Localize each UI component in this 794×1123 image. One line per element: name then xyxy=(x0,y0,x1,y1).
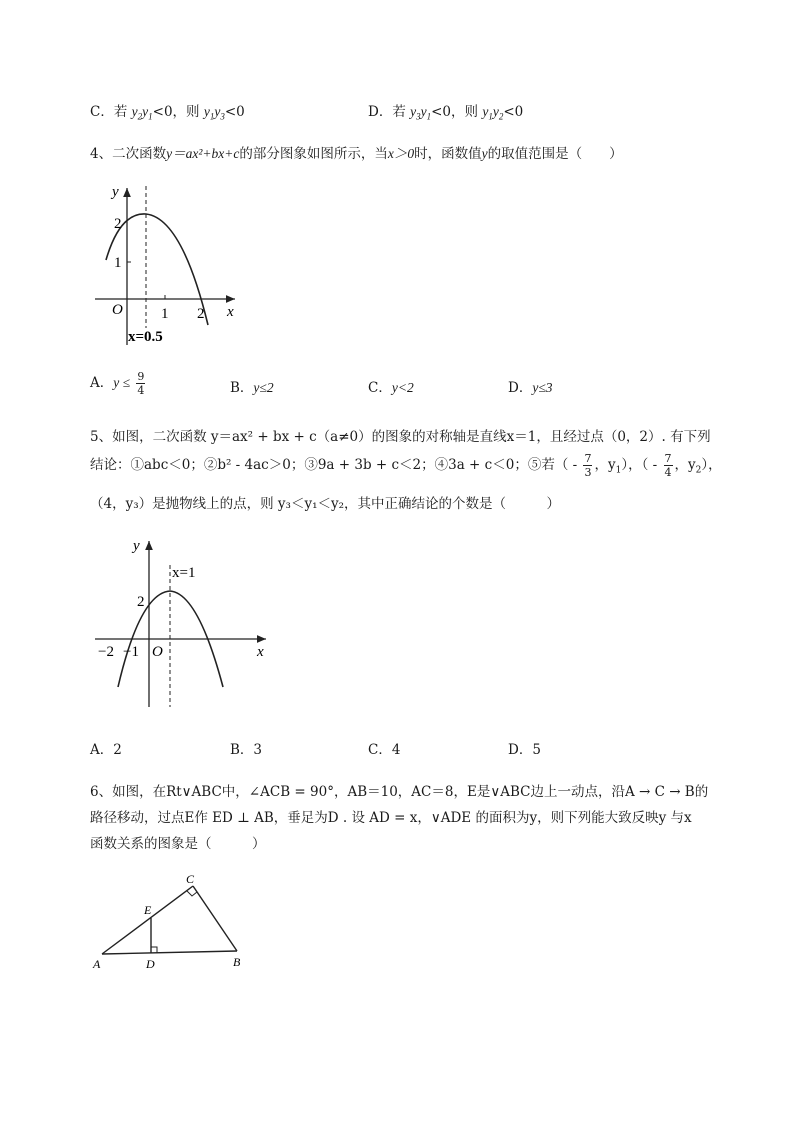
option-letter: C． xyxy=(368,380,392,396)
side-cb xyxy=(193,886,237,951)
option-letter: D． xyxy=(508,380,533,396)
option-text: 5 xyxy=(532,742,541,758)
q5-stem-line1: 5、如图，二次函数 y＝ax² + bx + c（a≠0）的图象的对称轴是直线x＝1，且经过点（0，2）. 有下列 xyxy=(90,429,711,445)
x-tick-neg2: −2 xyxy=(98,644,114,660)
q4-option-d[interactable] xyxy=(508,376,552,396)
sub: 1 xyxy=(615,465,622,476)
formula: y＝ax²+bx+c xyxy=(166,146,240,161)
text: <0 xyxy=(503,104,524,120)
sub: 1 xyxy=(148,111,153,122)
var: y xyxy=(142,104,149,119)
option-letter: A． xyxy=(90,742,114,758)
option-letter: D． xyxy=(368,104,393,120)
numerator: 9 xyxy=(137,370,145,383)
q5-stem-line3: （4，y₃）是抛物线上的点，则 y₃＜y₁＜y₂，其中正确结论的个数是（ ） xyxy=(90,496,561,512)
q4-stem xyxy=(90,142,623,162)
y-label: y xyxy=(112,184,119,200)
q4-graph xyxy=(90,180,250,350)
q6-triangle-figure xyxy=(90,870,260,975)
fraction xyxy=(664,452,673,479)
sub: 2 xyxy=(498,111,504,122)
text: ）， xyxy=(701,457,722,473)
q5-stem-line2 xyxy=(90,452,722,479)
x-tick-neg1: −1 xyxy=(123,644,139,660)
var: y xyxy=(131,104,138,119)
fraction xyxy=(583,452,592,479)
side-ac xyxy=(102,886,193,954)
text: 结论：①abc＜0；②b² - 4ac＞0；③9a + 3b + c＜2；④3a + c＜0；⑤若（ - xyxy=(90,457,578,473)
q6-stem-line2: 路径移动，过点E作 ED ⊥ AB，垂足为D . 设 AD = x，∨ADE 的面积为y，则下列能大致反映y 与x xyxy=(90,810,692,826)
option-text: y≤3 xyxy=(532,380,553,395)
q6-stem-line1: 6、如图，在Rt∨ABC中，∠ACB = 90°，AB＝10，AC＝8，E是∨ABC边上一动点，沿A → C → B的 xyxy=(90,784,709,800)
option-letter: C． xyxy=(368,742,392,758)
y-tick-2: 2 xyxy=(114,216,122,232)
q4-option-b[interactable] xyxy=(230,376,274,396)
text: 的取值范围是（ ） xyxy=(487,146,623,162)
option-text: y<2 xyxy=(391,380,414,395)
q5-option-c[interactable] xyxy=(368,738,400,758)
q5-option-a[interactable] xyxy=(90,738,122,758)
text: ，y xyxy=(674,457,696,473)
q5-option-b[interactable] xyxy=(230,738,262,758)
label-a: A xyxy=(93,957,101,971)
origin-label: O xyxy=(112,302,123,318)
x-label: x xyxy=(257,644,264,660)
side-ab xyxy=(102,951,237,954)
text: ，y xyxy=(594,457,616,473)
numerator: 7 xyxy=(664,452,672,465)
text: 4、二次函数 xyxy=(90,146,167,162)
x-tick-1: 1 xyxy=(161,306,169,322)
text: ），（ - xyxy=(621,457,658,473)
text: <0，则 xyxy=(431,104,479,120)
option-text: y ≤ xyxy=(113,375,131,390)
sub: 2 xyxy=(137,111,143,122)
q4-option-a[interactable] xyxy=(90,370,147,397)
option-letter: B． xyxy=(230,742,254,758)
y-tick-2: 2 xyxy=(137,594,145,610)
q4-option-c[interactable] xyxy=(368,376,414,396)
sub: 2 xyxy=(695,465,702,476)
axis-note: x=1 xyxy=(172,565,196,581)
sub: 3 xyxy=(416,111,421,122)
fraction xyxy=(136,370,145,397)
y-tick-1: 1 xyxy=(114,255,122,271)
denominator: 3 xyxy=(584,466,592,479)
label-d: D xyxy=(146,957,155,971)
q3-option-c[interactable] xyxy=(90,100,245,122)
q5-option-d[interactable] xyxy=(508,738,541,758)
var: y xyxy=(481,146,488,161)
text: <0 xyxy=(224,104,245,120)
axis-note: x=0.5 xyxy=(128,329,163,345)
formula: x＞0 xyxy=(387,146,415,161)
option-letter: C． xyxy=(90,104,114,120)
option-text: 3 xyxy=(253,742,263,758)
option-letter: B． xyxy=(230,380,254,396)
var: y xyxy=(203,104,210,119)
label-e: E xyxy=(144,903,152,917)
q6-stem-line3: 函数关系的图象是（ ） xyxy=(90,836,266,852)
option-text: 若 xyxy=(113,104,128,120)
right-angle-c xyxy=(187,891,197,896)
var: y xyxy=(214,104,221,119)
q3-option-d[interactable] xyxy=(368,100,523,122)
text: 的部分图象如图所示，当 xyxy=(239,146,388,162)
label-b: B xyxy=(233,955,241,969)
x-label: x xyxy=(227,304,234,320)
x-tick-2: 2 xyxy=(197,306,205,322)
var: y xyxy=(492,104,499,119)
label-c: C xyxy=(186,872,195,886)
sub: 3 xyxy=(220,111,225,122)
option-text: y≤2 xyxy=(253,380,274,395)
y-label: y xyxy=(133,538,140,554)
q5-graph xyxy=(90,535,280,710)
origin-label: O xyxy=(152,644,163,660)
option-text: 4 xyxy=(391,742,401,758)
option-text: 2 xyxy=(113,742,122,758)
denominator: 4 xyxy=(664,466,672,479)
denominator: 4 xyxy=(137,384,145,397)
var: y xyxy=(420,104,427,119)
text: 时，函数值 xyxy=(414,146,482,162)
option-letter: D． xyxy=(508,742,533,758)
var: y xyxy=(410,104,417,119)
numerator: 7 xyxy=(584,452,592,465)
sub: 1 xyxy=(488,111,493,122)
sub: 1 xyxy=(426,111,432,122)
sub: 1 xyxy=(209,111,215,122)
text: <0，则 xyxy=(152,104,200,120)
var: y xyxy=(482,104,489,119)
option-letter: A． xyxy=(90,375,114,391)
option-text: 若 xyxy=(392,104,406,120)
